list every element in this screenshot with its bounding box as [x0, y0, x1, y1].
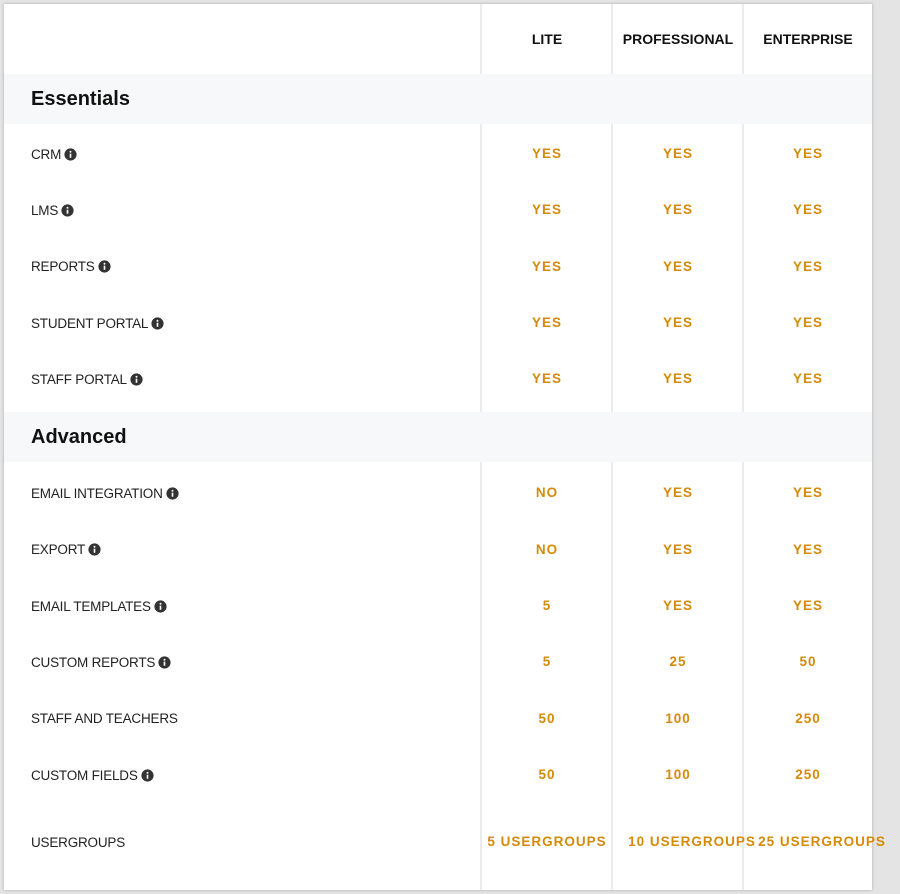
plan-value-lite: 5: [542, 654, 552, 669]
feature-label: LMS: [31, 202, 59, 218]
plan-header-lite: LITE: [531, 31, 563, 47]
info-icon[interactable]: [130, 373, 143, 386]
feature-label: CUSTOM FIELDS: [31, 767, 138, 783]
feature-row: [4, 747, 872, 803]
plan-value-professional: YES: [662, 258, 693, 274]
plan-value-lite: YES: [531, 371, 562, 386]
plan-value-enterprise: 250: [795, 767, 821, 782]
feature-row: [4, 295, 872, 351]
feature-label: EXPORT: [31, 542, 86, 557]
feature-row: [4, 521, 872, 578]
feature-name: [31, 578, 167, 634]
pricing-comparison-table: [4, 4, 886, 890]
plan-value-lite: YES: [531, 202, 562, 217]
plan-value-enterprise: YES: [792, 598, 823, 613]
plan-value-lite: NO: [535, 541, 559, 557]
plan-value-lite: YES: [531, 258, 562, 274]
plan-value-professional: 10 USERGROUPS: [628, 834, 756, 849]
plan-value-enterprise: YES: [792, 485, 823, 500]
info-icon[interactable]: [141, 769, 154, 782]
plan-value-lite: YES: [531, 146, 562, 161]
info-icon[interactable]: [88, 543, 101, 556]
feature-row: [4, 803, 886, 881]
plan-value-enterprise: 50: [799, 654, 817, 669]
info-icon[interactable]: [151, 317, 164, 330]
info-icon[interactable]: [98, 260, 111, 273]
feature-label: USERGROUPS: [31, 834, 126, 850]
plan-value-professional: YES: [662, 371, 693, 386]
plan-value-enterprise: 250: [795, 710, 821, 726]
section-header-essentials: [4, 74, 872, 124]
feature-name: [31, 634, 171, 690]
feature-name: [31, 690, 178, 747]
feature-row: [4, 578, 872, 634]
feature-label: STUDENT PORTAL: [31, 315, 149, 331]
feature-row: [4, 690, 872, 747]
plan-value-professional: 100: [665, 710, 691, 726]
plan-header-enterprise: ENTERPRISE: [763, 31, 853, 47]
feature-name: [31, 295, 164, 351]
section-header-advanced: [4, 412, 872, 462]
plan-value-professional: YES: [662, 202, 693, 217]
feature-name: [31, 803, 125, 881]
plan-value-professional: YES: [662, 541, 693, 557]
feature-label: STAFF AND TEACHERS: [31, 711, 178, 726]
feature-name: [31, 747, 154, 803]
plan-value-lite: 50: [538, 767, 556, 782]
info-icon[interactable]: [61, 204, 74, 217]
feature-label: REPORTS: [31, 259, 95, 274]
info-icon[interactable]: [166, 487, 179, 500]
info-icon[interactable]: [158, 656, 171, 669]
feature-row: [4, 351, 872, 407]
feature-row: [4, 238, 872, 295]
feature-name: [31, 465, 179, 521]
feature-name: [31, 351, 143, 407]
plan-value-enterprise: YES: [792, 371, 823, 386]
feature-name: [31, 182, 74, 238]
feature-row: [4, 634, 872, 690]
plan-value-lite: 5: [542, 598, 552, 613]
feature-label: EMAIL TEMPLATES: [31, 598, 151, 614]
plan-value-enterprise: YES: [792, 202, 823, 217]
info-icon[interactable]: [154, 600, 167, 613]
feature-label: EMAIL INTEGRATION: [31, 485, 163, 501]
plan-value-lite: YES: [531, 315, 562, 330]
feature-label: CUSTOM REPORTS: [31, 654, 156, 670]
feature-row: [4, 182, 872, 238]
section-title: Advanced: [31, 425, 127, 448]
plan-header-professional: PROFESSIONAL: [622, 31, 734, 47]
plan-value-professional: YES: [662, 485, 693, 500]
section-title: Essentials: [31, 87, 130, 110]
feature-row: [4, 126, 872, 182]
plan-value-professional: 25: [669, 654, 687, 669]
feature-name: [31, 238, 111, 295]
plan-value-enterprise: YES: [792, 541, 823, 557]
plan-value-enterprise: 25 USERGROUPS: [758, 834, 886, 849]
feature-name: [31, 126, 77, 182]
plan-value-professional: YES: [662, 315, 693, 330]
plan-value-professional: 100: [665, 767, 691, 782]
plan-value-professional: YES: [662, 146, 693, 161]
info-icon[interactable]: [64, 148, 77, 161]
plan-value-enterprise: YES: [792, 315, 823, 330]
plan-value-professional: YES: [662, 598, 693, 613]
feature-row: [4, 465, 872, 521]
feature-label: CRM: [31, 146, 62, 162]
plan-value-enterprise: YES: [792, 146, 823, 161]
plan-header-row: [4, 4, 872, 74]
plan-value-enterprise: YES: [792, 258, 823, 274]
plan-value-lite: 50: [538, 710, 556, 726]
plan-value-lite: 5 USERGROUPS: [487, 834, 607, 849]
feature-name: [31, 521, 101, 578]
feature-label: STAFF PORTAL: [31, 371, 127, 387]
plan-value-lite: NO: [535, 485, 559, 500]
